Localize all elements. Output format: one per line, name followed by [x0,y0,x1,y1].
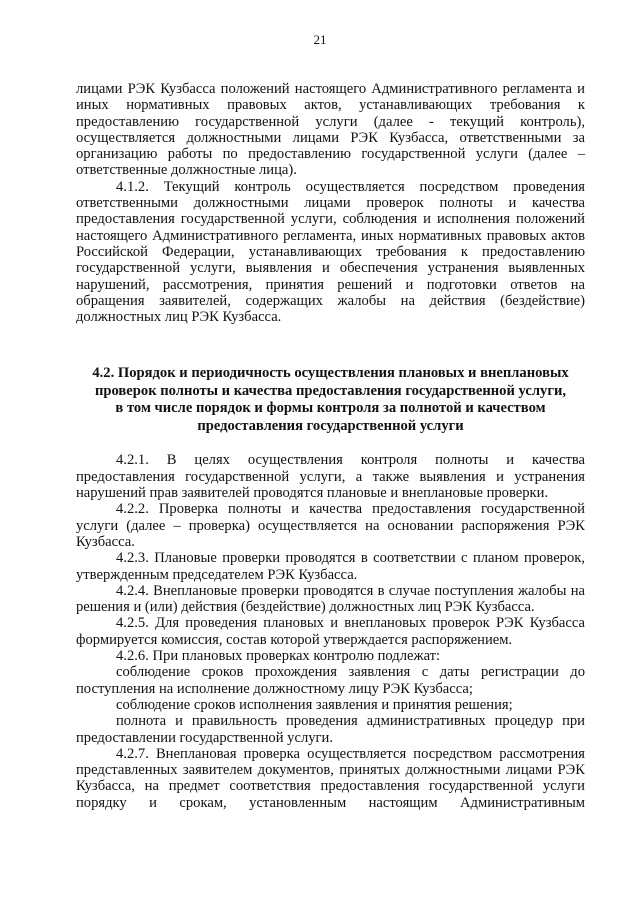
paragraph-4-2-5: 4.2.5. Для проведения плановых и внеплановых проверок РЭК Кузбасса формируется комиссия, состав которой утверждается распоряжением. [76,615,585,648]
paragraph-4-2-1: 4.2.1. В целях осуществления контроля полноты и качества предоставления государственной услуги, а также выявления и устранения нарушений прав заявителей проводятся плановые и внеплановые проверки. [76,452,585,502]
list-item-control-1: соблюдение сроков прохождения заявления с даты регистрации до поступления на исполнение должностному лицу РЭК Кузбасса; [76,664,585,697]
heading-line: 4.2. Порядок и периодичность осуществления плановых и внеплановых [92,365,569,382]
paragraph-4-2-3: 4.2.3. Плановые проверки проводятся в соответствии с планом проверок, утвержденным председателем РЭК Кузбасса. [76,550,585,583]
spacer [76,435,585,452]
paragraph-4-2-7: 4.2.7. Внеплановая проверка осуществляется посредством рассмотрения представленных заявителем документов, принятых должностными лицами РЭК Кузбасса, на предмет соответствия предоставления государственной услуги порядку и срокам, установленным настоящим Административным [76,745,585,811]
spacer [76,325,585,365]
document-body [76,81,585,811]
paragraph-4-1-2: 4.1.2. Текущий контроль осуществляется посредством проведения ответственными должностными лицами проверок полноты и качества предоставления государственной услуги, соблюдения и исполнения положений настоящего Административного регламента, иных нормативных правовых актов Российской Федерации, устанавливающих требования к предоставлению государственной услуги, выявления и обеспечения устранения выявленных нарушений, рассмотрения, принятия решений и подготовки ответов на обращения заявителей, содержащих жалобы на действия (бездействие) должностных лиц РЭК Кузбасса. [76,178,585,326]
page-number: 21 [313,32,327,47]
heading-line: в том числе порядок и формы контроля за полнотой и качеством [115,400,546,417]
paragraph-intro: лицами РЭК Кузбасса положений настоящего Административного регламента и иных нормативных правовых актов, устанавливающих требования к предоставлению государственной услуги (далее - текущий контроль), осуществляется должностными лицами РЭК Кузбасса, ответственными за организацию работы по предоставлению государственной услуги (далее – ответственные должностные лица). [76,81,585,179]
paragraph-4-2-2: 4.2.2. Проверка полноты и качества предоставления государственной услуги (далее – проверка) осуществляется на основании распоряжения РЭК Кузбасса. [76,501,585,550]
list-item-control-3: полнота и правильность проведения административных процедур при предоставлении государственной услуги. [76,713,585,746]
heading-line: проверок полноты и качества предоставления государственной услуги, [94,382,567,399]
heading-line: предоставления государственной услуги [197,417,464,434]
section-heading-4-2 [76,365,585,435]
list-item-control-2: соблюдение сроков исполнения заявления и принятия решения; [116,696,513,713]
paragraph-4-2-4: 4.2.4. Внеплановые проверки проводятся в случае поступления жалобы на решения и (или) действия (бездействие) должностных лиц РЭК Кузбасса. [76,582,585,616]
paragraph-4-2-6: 4.2.6. При плановых проверках контролю подлежат: [116,648,441,665]
